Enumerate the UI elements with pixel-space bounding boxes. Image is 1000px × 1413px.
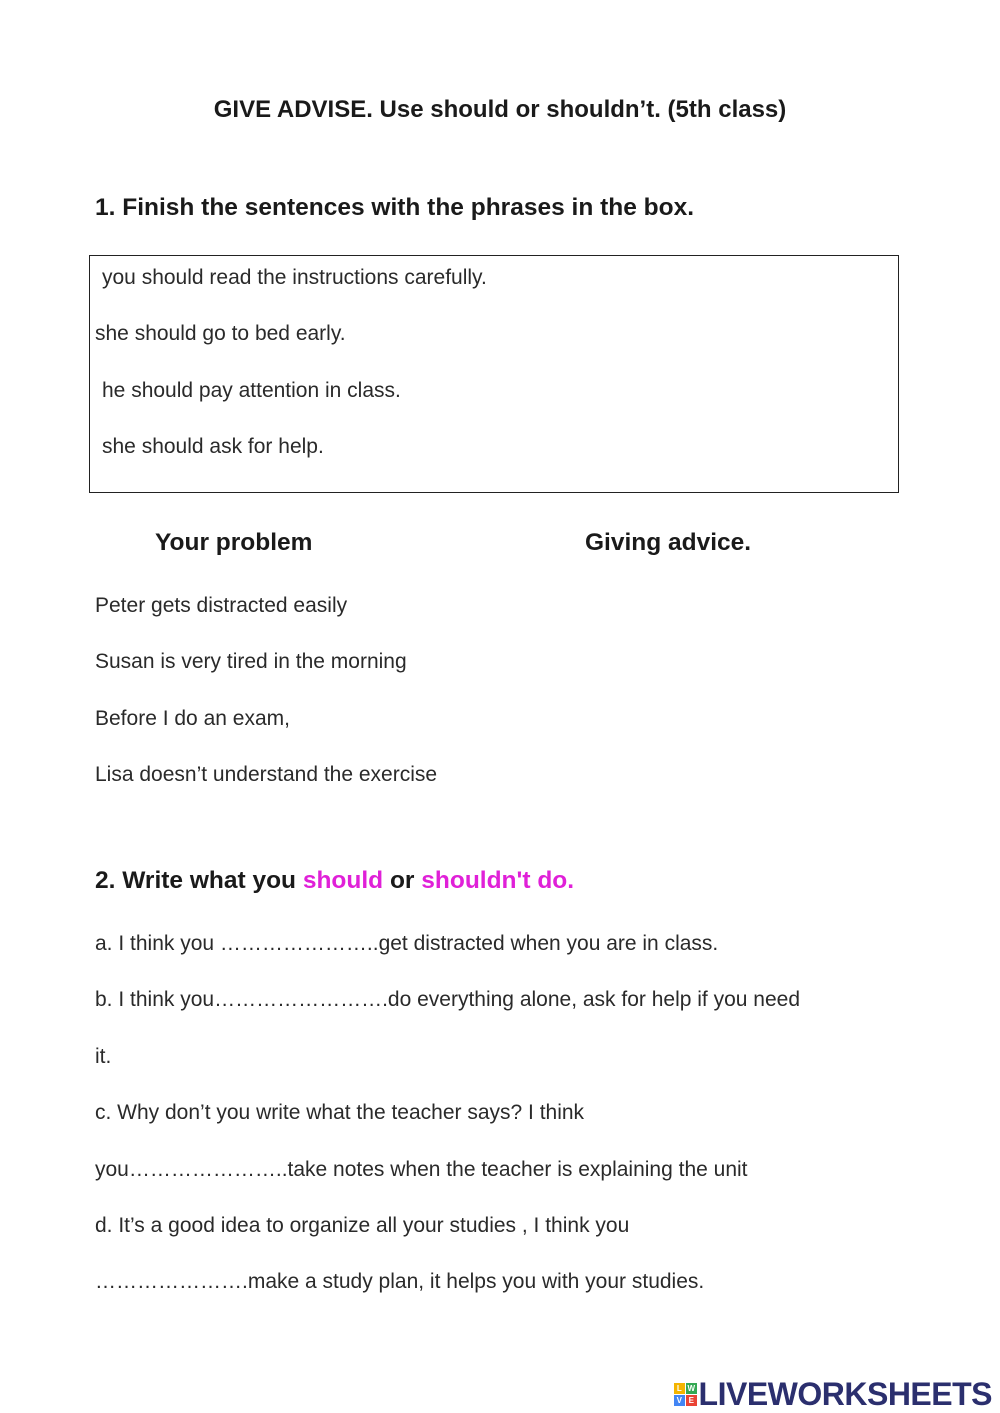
- exercise-line: it.: [95, 1045, 112, 1068]
- exercise-line: a. I think you …………………..get distracted when you are in class.: [95, 932, 719, 955]
- section2-heading: [95, 867, 574, 895]
- exercise-line: d. It’s a good idea to organize all your studies , I think you: [95, 1214, 630, 1237]
- problem-line: Susan is very tired in the morning: [95, 650, 407, 673]
- problem-line: Lisa doesn’t understand the exercise: [95, 763, 438, 786]
- exercise-line: b. I think you…………………….do everything alone, ask for help if you need: [95, 988, 801, 1011]
- keyword-should: should: [302, 867, 384, 894]
- section2-heading-prefix: 2. Write what you: [95, 867, 303, 894]
- box-phrase: she should go to bed early.: [95, 322, 346, 345]
- exercise-line: ………………….make a study plan, it helps you with your studies.: [95, 1270, 705, 1293]
- section1-heading: 1. Finish the sentences with the phrases in the box.: [95, 194, 695, 221]
- liveworksheets-logo: [674, 1376, 992, 1413]
- phrase-box: [89, 255, 899, 493]
- logo-mark-letter: E: [686, 1395, 697, 1406]
- logo-mark-letter: L: [674, 1383, 685, 1394]
- box-phrase: she should ask for help.: [102, 435, 324, 458]
- exercise-line: c. Why don’t you write what the teacher says? I think: [95, 1101, 585, 1124]
- logo-text: LIVEWORKSHEETS: [698, 1376, 992, 1412]
- exercise-line: you…………………..take notes when the teacher is explaining the unit: [95, 1158, 748, 1181]
- logo-mark-letter: W: [687, 1384, 695, 1393]
- section2-heading-or: or: [383, 867, 422, 894]
- keyword-shouldnt: shouldn't do.: [421, 867, 575, 894]
- box-phrase: you should read the instructions carefully.: [102, 266, 487, 289]
- logo-mark-icon: [674, 1383, 697, 1406]
- box-phrase: he should pay attention in class.: [102, 379, 401, 402]
- logo-mark-letter: V: [674, 1395, 685, 1406]
- column-heading-problem: Your problem: [155, 529, 313, 556]
- problem-line: Before I do an exam,: [95, 707, 290, 730]
- problem-line: Peter gets distracted easily: [95, 594, 348, 617]
- column-heading-advice: Giving advice.: [585, 529, 752, 556]
- page-title: GIVE ADVISE. Use should or shouldn’t. (5th class): [213, 96, 787, 123]
